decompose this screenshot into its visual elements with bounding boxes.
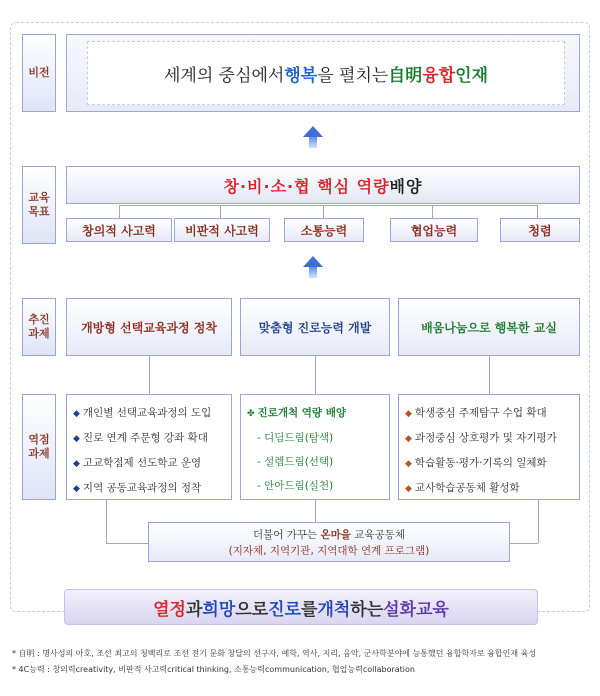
footnote: * 4C능력 : 창의력creativity, 비판적 사고력critical thinking, 소통능력communication, 협업능력collaboration: [12, 665, 415, 674]
footnote: * 自明 : 명사성의 아호, 조선 최고의 청백리로 조선 전기 문화 창달의 선구자, 예학, 역사, 지리, 음악, 군사학분야에 능통했던 융합학자로 융합인재 육성: [12, 649, 537, 658]
up-arrow-icon: [303, 256, 323, 278]
goal-tick: [220, 205, 221, 218]
focus-item: ◆ 지역 공동교육과정의 정착: [73, 482, 202, 494]
row-label-focus-line2: 과제: [28, 447, 50, 460]
focus-box-curriculum: [66, 394, 232, 500]
vision-text-mid: 을 펼치는: [317, 65, 389, 86]
capability-label: 협업능력: [410, 223, 458, 238]
focus-item: ◆ 학생중심 주제탐구 수업 확대: [405, 407, 547, 419]
vision-text-jamyeong: 自明: [388, 65, 423, 86]
community-connector: [315, 500, 316, 522]
task-label: 맞춤형 진로능력 개발: [258, 320, 372, 335]
focus-item: ◆ 교사학습공동체 활성화: [405, 482, 520, 494]
capability-label: 소통능력: [300, 223, 348, 238]
community-line1: 더불어 가꾸는 온마을 교육공동체: [252, 529, 406, 541]
capability-collaboration: [390, 218, 478, 242]
goal-tick: [323, 205, 324, 218]
task-open-curriculum: [66, 298, 232, 356]
diamond-bullet-icon: ◆: [73, 434, 80, 444]
goal-title: [66, 166, 580, 204]
task-connector: [489, 356, 490, 394]
footnotes: [12, 646, 592, 678]
slogan-banner: 열정 과 희망 으로 진로 를 개척 하는 설화교육: [64, 589, 538, 625]
focus-item: ◆ 학습활동·평가·기록의 일체화: [405, 457, 547, 469]
community-box: [148, 522, 510, 562]
focus-box-classroom: [398, 394, 580, 500]
focus-item-head: ✤ 진로개척 역량 배양: [247, 407, 347, 419]
community-connector: [538, 500, 539, 543]
diamond-bullet-icon: ◆: [405, 434, 412, 444]
diamond-bullet-icon: ◆: [73, 459, 80, 469]
task-happy-classroom: [398, 298, 580, 356]
vision-panel: [66, 34, 580, 112]
capability-creative: [66, 218, 172, 242]
row-label-vision-text: 비전: [28, 66, 50, 79]
row-label-goal-line1: 교육: [28, 191, 50, 204]
focus-item: ◆ 과정중심 상호평가 및 자기평가: [405, 432, 557, 444]
vision-text-yunghap: 융합: [422, 65, 456, 86]
vision-text-pre: 세계의 중심에서: [163, 65, 285, 86]
row-label-task-line1: 추진: [28, 313, 50, 326]
row-label-task-line2: 과제: [28, 327, 50, 340]
goal-core: 창·비·소·협 핵심 역량: [223, 176, 390, 196]
vision-text-happy: 행복: [284, 65, 318, 86]
row-label-vision: [22, 34, 56, 112]
goal-suffix: 배양: [389, 176, 423, 196]
diamond-bullet-icon: ◆: [73, 409, 80, 419]
focus-item: ◆ 고교학점제 선도학교 운영: [73, 457, 202, 469]
community-line2: (지자체, 지역기관, 지역대학 연계 프로그램): [228, 545, 430, 557]
clover-bullet-icon: ✤: [247, 409, 255, 419]
focus-item: - 안아드림(실천): [257, 480, 334, 492]
focus-item: ◆ 진로 연계 주문형 강좌 확대: [73, 432, 208, 444]
task-connector: [149, 356, 150, 394]
diamond-bullet-icon: ◆: [405, 484, 412, 494]
up-arrow-icon: [303, 126, 323, 148]
community-connector: [106, 543, 148, 544]
focus-item: - 디딤드림(탐색): [257, 432, 334, 444]
task-label: 배움나눔으로 행복한 교실: [421, 320, 557, 335]
row-label-focus-line1: 역점: [28, 433, 50, 446]
capability-label: 창의적 사고력: [82, 223, 156, 238]
task-connector: [315, 356, 316, 394]
diamond-bullet-icon: ◆: [405, 459, 412, 469]
row-label-task: [22, 298, 56, 356]
goal-connector: [119, 205, 537, 206]
capability-label: 청렴: [528, 223, 552, 238]
capability-label: 비판적 사고력: [185, 223, 259, 238]
community-connector: [510, 543, 538, 544]
focus-item: - 설렘드림(선택): [257, 456, 334, 468]
diamond-bullet-icon: ◆: [73, 484, 80, 494]
row-label-goal-line2: 목표: [28, 205, 50, 218]
vision-statement: [87, 41, 565, 105]
community-connector: [106, 500, 107, 543]
row-label-goal: [22, 166, 56, 244]
vision-text-injae: 인재: [455, 65, 489, 86]
goal-tick: [537, 205, 538, 218]
capability-critical: [174, 218, 270, 242]
row-label-focus: [22, 394, 56, 500]
task-label: 개방형 선택교육과정 정착: [81, 320, 217, 335]
goal-tick: [119, 205, 120, 218]
capability-integrity: [500, 218, 580, 242]
task-career-ability: [240, 298, 390, 356]
diamond-bullet-icon: ◆: [405, 409, 412, 419]
capability-communication: [284, 218, 364, 242]
focus-item: ◆ 개인별 선택교육과정의 도입: [73, 407, 212, 419]
goal-tick: [432, 205, 433, 218]
focus-box-career: [240, 394, 390, 500]
